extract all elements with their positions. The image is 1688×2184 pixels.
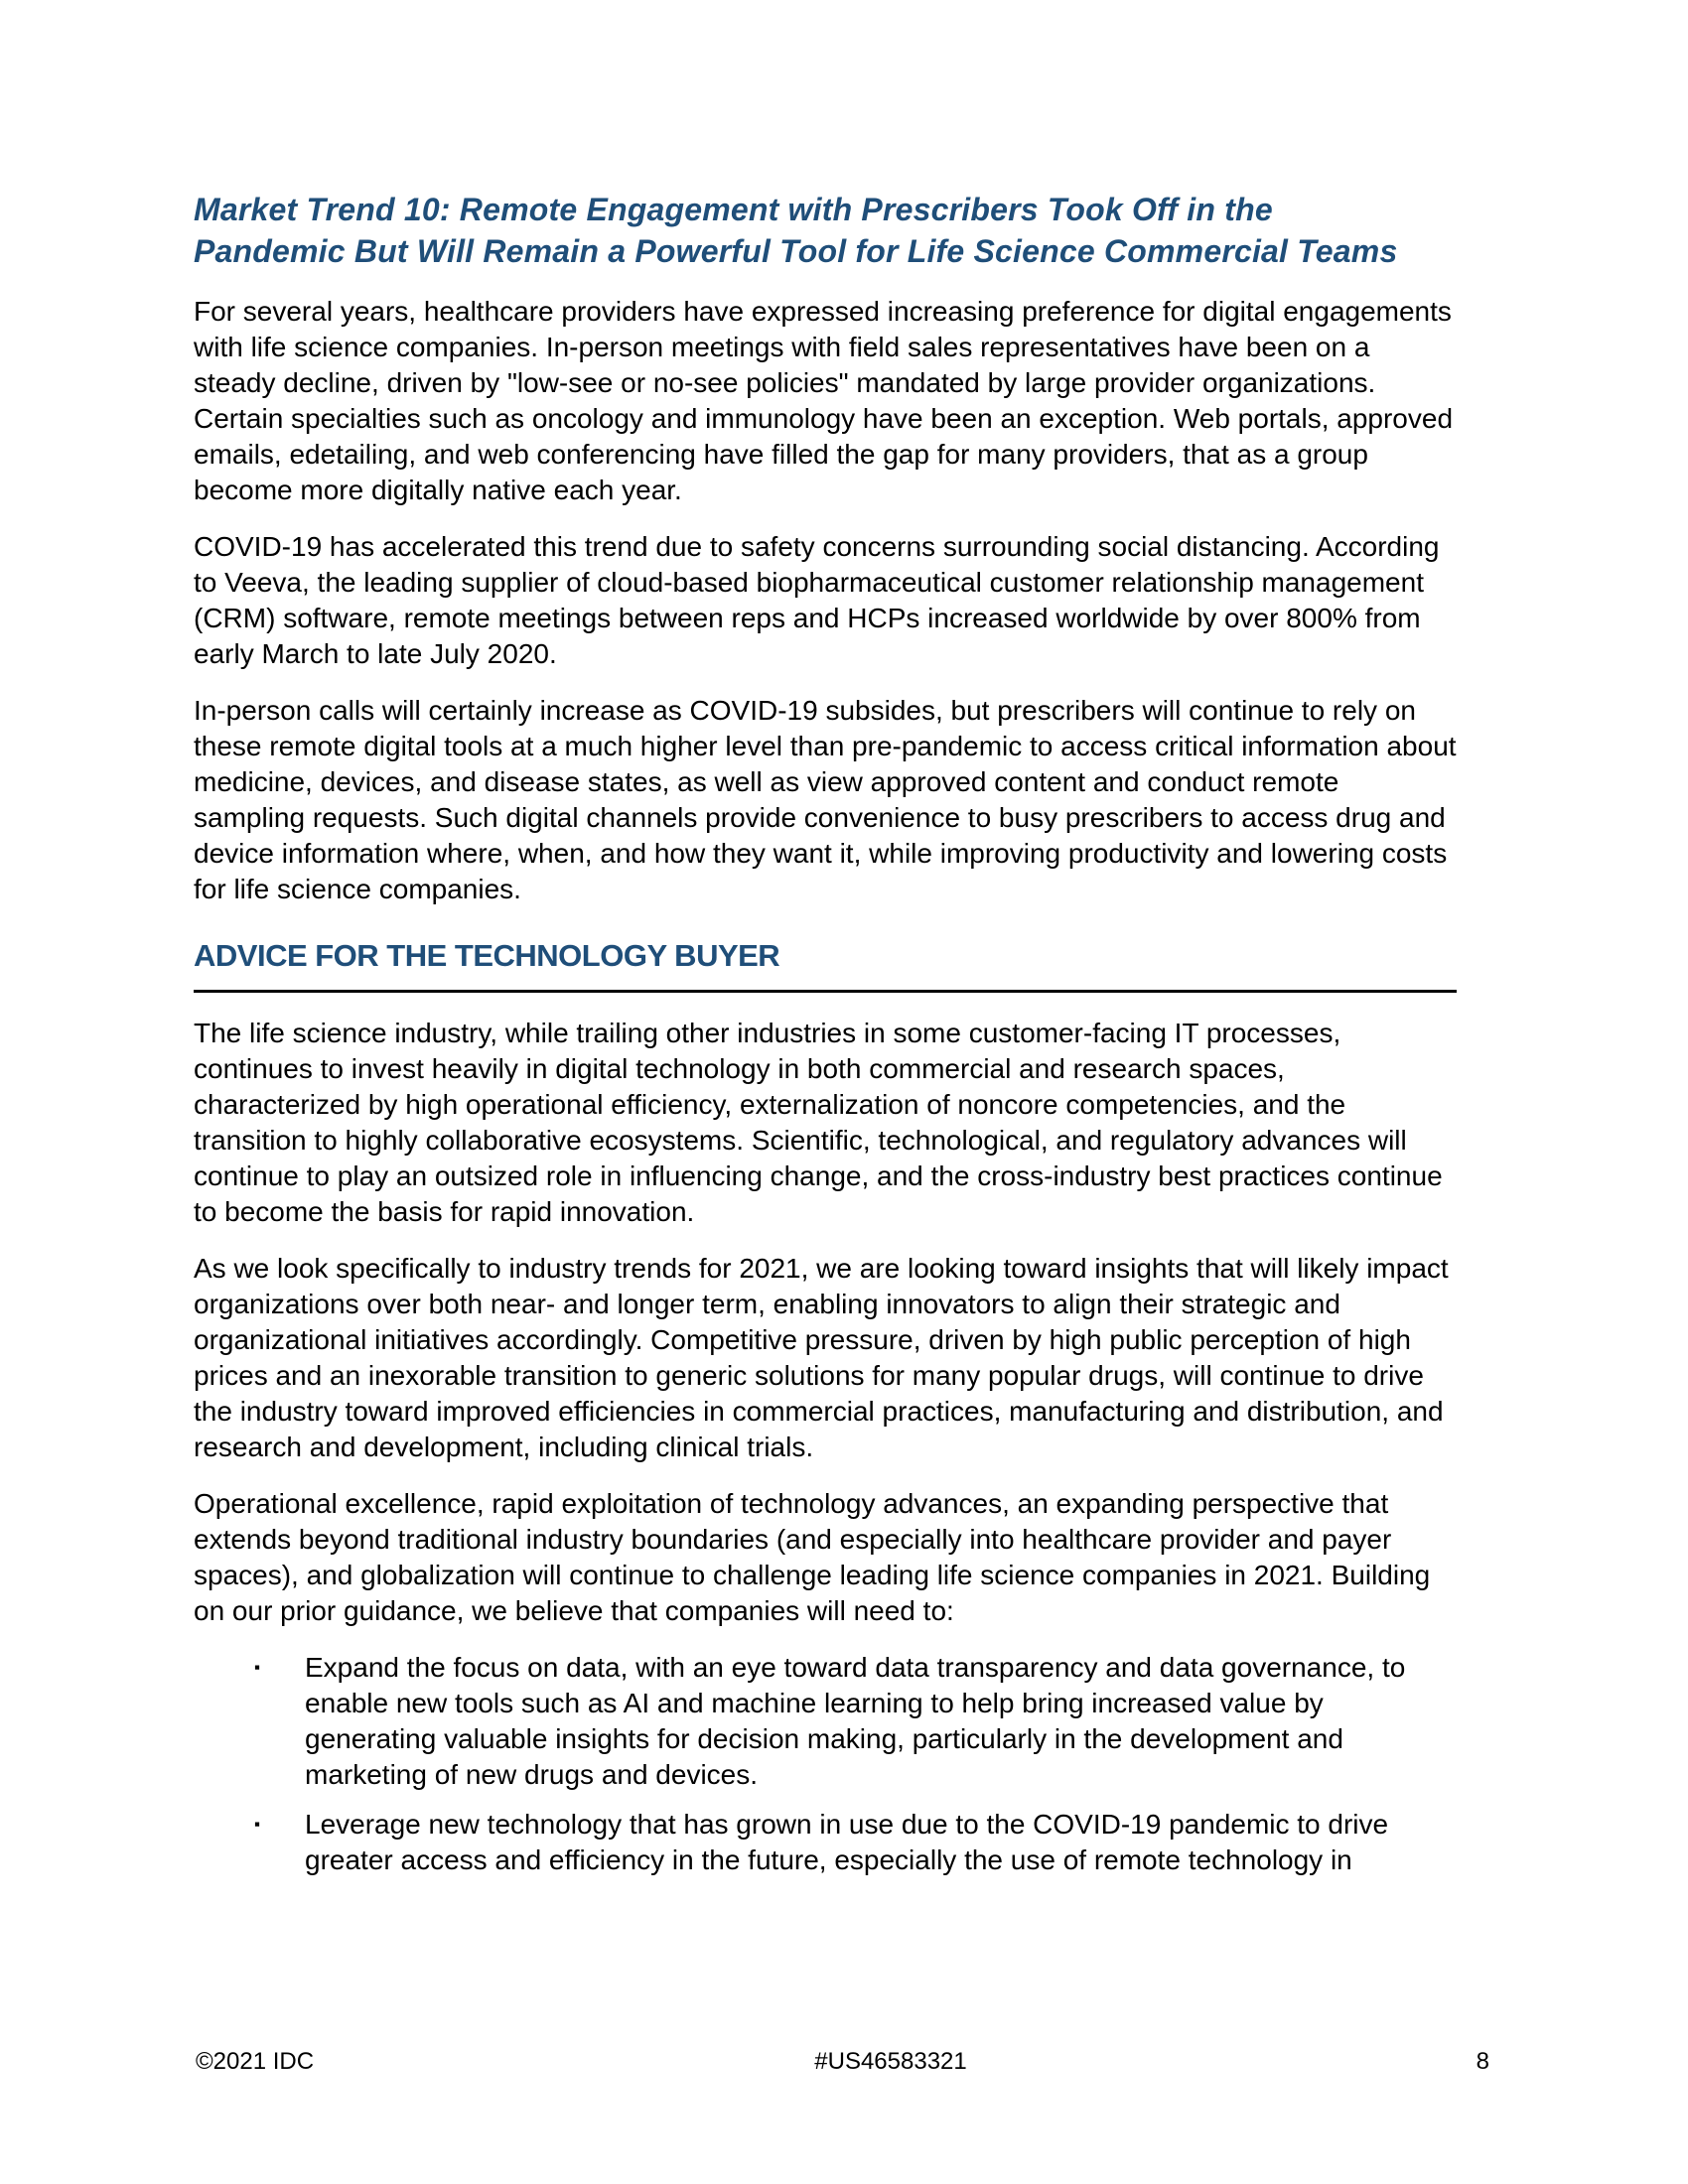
page-title-line1: Market Trend 10: Remote Engagement with Prescribers Took Off in the xyxy=(194,192,1273,227)
bullet-item-expand-data xyxy=(194,1650,1457,1793)
bullet-text: Leverage new technology that has grown in use due to the COVID-19 pandemic to drive greater access and efficiency in the future, especially the use of remote technology in xyxy=(305,1809,1389,1875)
footer-copyright: ©2021 IDC xyxy=(196,2048,315,2075)
document-content xyxy=(194,189,1457,1892)
paragraph-remote-tools: In-person calls will certainly increase as COVID-19 subsides, but prescribers will continue to rely on these remote digital tools at a much higher level than pre-pandemic to access critical information about medicine, devices, and disease states, as well as view approved content and conduct remote sampling requests. Such digital channels provide convenience to busy prescribers to access drug and device information where, when, and how they want it, while improving productivity and lowering costs for life science companies. xyxy=(194,695,1457,904)
section-heading-advice: ADVICE FOR THE TECHNOLOGY BUYER xyxy=(194,938,780,973)
paragraph-industry-investment: The life science industry, while trailing other industries in some customer-facing IT processes, continues to invest heavily in digital technology in both commercial and research spaces, characterized by high operational efficiency, externalization of noncore competencies, and the transition to highly collaborative ecosystems. Scientific, technological, and regulatory advances will continue to play an outsized role in influencing change, and the cross-industry best practices continue to become the basis for rapid innovation. xyxy=(194,1018,1443,1227)
page-title xyxy=(194,189,1457,272)
paragraph-operational-excellence: Operational excellence, rapid exploitation of technology advances, an expanding perspective that extends beyond traditional industry boundaries (and especially into healthcare provider and payer spaces), and globalization will continue to challenge leading life science companies in 2021. Building on our prior guidance, we believe that companies will need to: xyxy=(194,1488,1431,1626)
bullet-text: Expand the focus on data, with an eye toward data transparency and data governance, to enable new tools such as AI and machine learning to help bring increased value by generating valuable insights for decision making, particularly in the development and marketing of new drugs and devices. xyxy=(305,1652,1406,1790)
bullet-square-icon: ▪ xyxy=(254,1658,261,1677)
paragraph-2021-trends: As we look specifically to industry trends for 2021, we are looking toward insights that will likely impact organizations over both near- and longer term, enabling innovators to align their strategic and organizational initiatives accordingly. Competitive pressure, driven by high public perception of high prices and an inexorable transition to generic solutions for many popular drugs, will continue to drive the industry toward improved efficiencies in commercial practices, manufacturing and distribution, and research and development, including clinical trials. xyxy=(194,1253,1449,1462)
bullet-item-leverage-technology xyxy=(194,1807,1457,1878)
paragraph-digital-preference: For several years, healthcare providers have expressed increasing preference for digital engagements with life science companies. In-person meetings with field sales representatives have been on a steady decline, driven by "low-see or no-see policies" mandated by large provider organizations. Certain specialties such as oncology and immunology have been an exception. Web portals, approved emails, edetailing, and web conferencing have filled the gap for many providers, that as a group become more digitally native each year. xyxy=(194,296,1454,505)
footer-page-number: 8 xyxy=(1476,2048,1489,2075)
paragraph-covid-acceleration: COVID-19 has accelerated this trend due to safety concerns surrounding social distancing. According to Veeva, the leading supplier of cloud-based biopharmaceutical customer relationship management (CRM) software, remote meetings between reps and HCPs increased worldwide by over 800% from early March to late July 2020. xyxy=(194,531,1440,669)
bullet-square-icon: ▪ xyxy=(254,1815,261,1834)
page-title-line2: Pandemic But Will Remain a Powerful Tool for Life Science Commercial Teams xyxy=(194,233,1398,269)
footer-doc-id: #US46583321 xyxy=(814,2048,967,2075)
section-divider xyxy=(194,990,1457,993)
